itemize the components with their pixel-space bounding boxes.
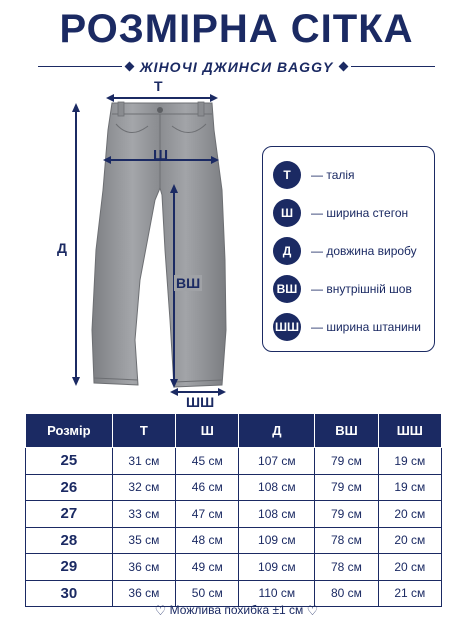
header-d: Д [239, 414, 315, 448]
tolerance-note [0, 603, 473, 619]
cell-size: 28 [26, 527, 113, 554]
cell: 47 см [176, 501, 239, 528]
legend-text-vsh: — внутрішній шов [311, 282, 412, 296]
cell: 45 см [176, 448, 239, 475]
cell: 49 см [176, 554, 239, 581]
label-vsh: ВШ [176, 275, 201, 291]
cell: 110 см [239, 580, 315, 607]
cell: 19 см [378, 448, 441, 475]
cell-size: 25 [26, 448, 113, 475]
cell: 109 см [239, 554, 315, 581]
cell: 78 см [315, 527, 378, 554]
table-row [26, 448, 442, 475]
note-text: Можлива похибка ±1 см [169, 603, 304, 618]
cell: 32 см [112, 474, 175, 501]
cell: 35 см [112, 527, 175, 554]
cell-size: 30 [26, 580, 113, 607]
cell: 50 см [176, 580, 239, 607]
cell: 108 см [239, 474, 315, 501]
cell: 79 см [315, 448, 378, 475]
table-header-row [26, 414, 442, 448]
header-vsh: ВШ [315, 414, 378, 448]
cell: 33 см [112, 501, 175, 528]
cell-size: 27 [26, 501, 113, 528]
legend-badge-shsh: ШШ [273, 313, 301, 341]
cell: 36 см [112, 554, 175, 581]
legend-badge-sh: Ш [273, 199, 301, 227]
legend-badge-d: Д [273, 237, 301, 265]
table-row [26, 554, 442, 581]
legend-text-d: — довжина виробу [311, 244, 417, 258]
header-t: Т [112, 414, 175, 448]
cell: 109 см [239, 527, 315, 554]
cell: 46 см [176, 474, 239, 501]
label-t: Т [154, 78, 163, 94]
label-d: Д [57, 240, 67, 256]
label-shsh: ШШ [186, 394, 215, 410]
table-row [26, 474, 442, 501]
cell: 78 см [315, 554, 378, 581]
header-sh: Ш [176, 414, 239, 448]
cell: 79 см [315, 474, 378, 501]
header-size: Розмір [26, 414, 113, 448]
legend-box [262, 146, 435, 352]
legend-text-shsh: — ширина штанини [311, 320, 422, 334]
size-table [25, 413, 442, 607]
jeans-body [92, 103, 226, 387]
legend-badge-t: Т [273, 161, 301, 189]
heart-icon: ♡ [306, 603, 319, 618]
header-shsh: ШШ [378, 414, 441, 448]
legend-item-sh [273, 199, 433, 227]
cell: 20 см [378, 501, 441, 528]
cell: 79 см [315, 501, 378, 528]
legend-text-t: — талія [311, 168, 355, 182]
cell-size: 26 [26, 474, 113, 501]
cell: 20 см [378, 554, 441, 581]
legend-text-sh: — ширина стегон [311, 206, 409, 220]
cell: 19 см [378, 474, 441, 501]
cell: 48 см [176, 527, 239, 554]
legend-badge-vsh: ВШ [273, 275, 301, 303]
cell-size: 29 [26, 554, 113, 581]
legend-item-d [273, 237, 433, 265]
legend-item-t [273, 161, 433, 189]
subtitle: ЖІНОЧІ ДЖИНСИ BAGGY [139, 59, 334, 75]
cell: 21 см [378, 580, 441, 607]
cell: 20 см [378, 527, 441, 554]
cell: 36 см [112, 580, 175, 607]
heart-icon: ♡ [154, 603, 167, 618]
cell: 31 см [112, 448, 175, 475]
cell: 108 см [239, 501, 315, 528]
page-title: РОЗМІРНА СІТКА [59, 7, 414, 51]
table-row [26, 501, 442, 528]
table-row [26, 527, 442, 554]
cell: 80 см [315, 580, 378, 607]
label-sh: Ш [153, 147, 169, 164]
cell: 107 см [239, 448, 315, 475]
legend-item-shsh [273, 313, 433, 341]
legend-item-vsh [273, 275, 433, 303]
